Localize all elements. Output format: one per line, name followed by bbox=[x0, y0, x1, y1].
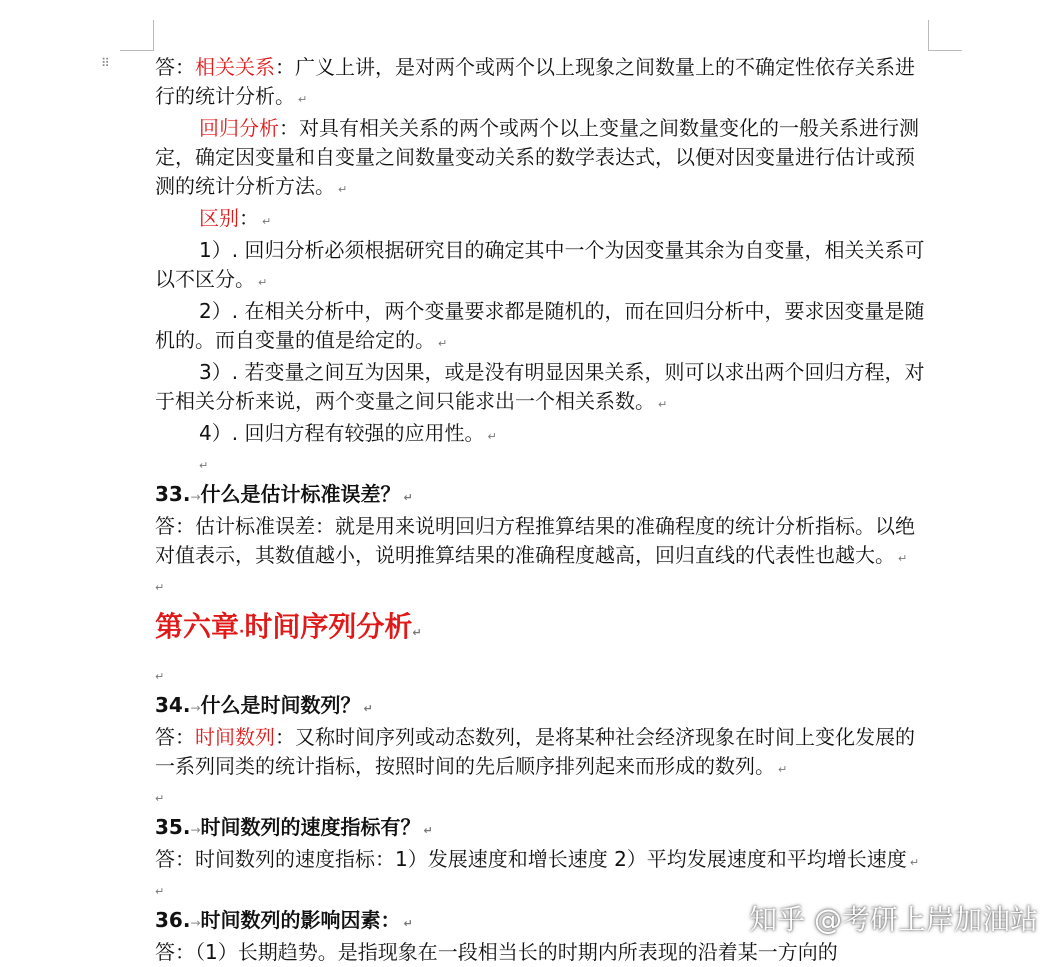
definition-regression: ：对具有相关关系的两个或两个以上变量之间数量变化的一般关系进行测定，确定因变量和自变量之间数量变动关系的数学表达式，以便对因变量进行估计或预测的统计分析方法。 bbox=[155, 116, 919, 198]
paragraph-mark-icon: ↵ bbox=[403, 917, 413, 930]
question-35-answer bbox=[155, 845, 931, 877]
question-number: 35. bbox=[155, 815, 191, 839]
paragraph-difference-heading bbox=[155, 204, 931, 236]
paragraph-mark-icon: ↵ bbox=[403, 491, 413, 504]
paragraph-drag-handle-icon[interactable]: ⠿ bbox=[101, 56, 109, 70]
answer-text: 答：（1）长期趋势。是指现象在一段相当长的时期内所表现的沿着某一方向的 bbox=[155, 940, 838, 964]
empty-paragraph bbox=[155, 662, 931, 691]
difference-item-text: 2）. 在相关分析中，两个变量要求都是随机的，而在回归分析中，要求因变量是随机的。而自变量的值是给定的。 bbox=[155, 299, 925, 352]
paragraph-mark-icon: ↵ bbox=[438, 337, 448, 350]
difference-item-4 bbox=[155, 419, 931, 451]
question-35-heading bbox=[155, 813, 931, 845]
question-34-answer bbox=[155, 723, 931, 784]
margin-corner-top-left-vertical bbox=[153, 20, 154, 50]
paragraph-mark-icon: ↵ bbox=[155, 792, 165, 805]
question-36-answer bbox=[155, 938, 931, 967]
term-correlation: 相关关系 bbox=[195, 55, 275, 79]
paragraph-correlation bbox=[155, 53, 931, 114]
difference-item-1 bbox=[155, 236, 931, 297]
tab-arrow-icon: → bbox=[190, 823, 201, 837]
difference-item-2 bbox=[155, 297, 931, 358]
paragraph-mark-icon: ↵ bbox=[412, 626, 422, 639]
paragraph-mark-icon: ↵ bbox=[338, 183, 348, 196]
term-time-series: 时间数列 bbox=[195, 725, 275, 749]
question-number: 34. bbox=[155, 693, 191, 717]
tab-arrow-icon: → bbox=[190, 490, 201, 504]
question-33-answer bbox=[155, 512, 931, 573]
space-dot-icon: · bbox=[239, 624, 245, 640]
paragraph-mark-icon: ↵ bbox=[363, 702, 373, 715]
paragraph-mark-icon: ↵ bbox=[423, 824, 433, 837]
empty-paragraph bbox=[155, 451, 931, 480]
question-title: 时间数列的影响因素： bbox=[200, 908, 401, 932]
answer-text: 答：时间数列的速度指标：1）发展速度和增长速度 2）平均发展速度和平均增长速度 bbox=[155, 847, 907, 871]
difference-item-text: 4）. 回归方程有较强的应用性。 bbox=[199, 421, 485, 445]
zhihu-watermark: 知乎 @考研上岸加油站 bbox=[749, 903, 1038, 936]
tab-arrow-icon: → bbox=[190, 916, 201, 930]
definition-correlation: ：广义上讲，是对两个或两个以上现象之间数量上的不确定性依存关系进行的统计分析。 bbox=[155, 55, 915, 108]
answer-text: ：又称时间序列或动态数列，是将某种社会经济现象在时间上变化发展的一系列同类的统计指标，按照时间的先后顺序排列起来而形成的数列。 bbox=[155, 725, 915, 778]
question-number: 33. bbox=[155, 482, 191, 506]
paragraph-mark-icon: ↵ bbox=[898, 552, 908, 565]
paragraph-mark-icon: ↵ bbox=[909, 856, 920, 869]
paragraph-mark-icon: ↵ bbox=[155, 885, 165, 898]
question-title: 什么是时间数列？ bbox=[200, 693, 361, 717]
margin-corner-top-right-vertical bbox=[928, 20, 929, 50]
question-title: 什么是估计标准误差？ bbox=[200, 482, 401, 506]
margin-corner-top-right-horizontal bbox=[928, 50, 962, 51]
question-34-heading bbox=[155, 691, 931, 723]
paragraph-mark-icon: ↵ bbox=[199, 459, 209, 472]
question-number: 36. bbox=[155, 908, 191, 932]
tab-arrow-icon: → bbox=[190, 701, 201, 715]
paragraph-mark-icon: ↵ bbox=[155, 581, 165, 594]
paragraph-mark-icon: ↵ bbox=[258, 276, 268, 289]
chapter-title: 时间序列分析 bbox=[244, 610, 413, 643]
difference-item-3 bbox=[155, 358, 931, 419]
question-33-heading bbox=[155, 480, 931, 512]
empty-paragraph bbox=[155, 784, 931, 813]
difference-colon: ： bbox=[239, 206, 259, 230]
term-regression: 回归分析 bbox=[199, 116, 279, 140]
answer-prefix: 答： bbox=[155, 725, 195, 749]
paragraph-mark-icon: ↵ bbox=[487, 430, 497, 443]
answer-prefix: 答： bbox=[155, 55, 195, 79]
document-page[interactable] bbox=[155, 53, 931, 967]
paragraph-mark-icon: ↵ bbox=[155, 670, 165, 683]
paragraph-mark-icon: ↵ bbox=[298, 93, 308, 106]
difference-item-text: 1）. 回归分析必须根据研究目的确定其中一个为因变量其余为自变量，相关关系可以不区分。 bbox=[155, 238, 925, 291]
term-difference: 区别 bbox=[199, 206, 239, 230]
question-title: 时间数列的速度指标有？ bbox=[200, 815, 421, 839]
paragraph-mark-icon: ↵ bbox=[778, 763, 788, 776]
difference-item-text: 3）. 若变量之间互为因果，或是没有明显因果关系，则可以求出两个回归方程，对于相关分析来说，两个变量之间只能求出一个相关系数。 bbox=[155, 360, 925, 413]
chapter-number: 第六章 bbox=[155, 610, 240, 643]
empty-paragraph bbox=[155, 573, 931, 602]
margin-corner-top-left-horizontal bbox=[120, 50, 154, 51]
paragraph-mark-icon: ↵ bbox=[262, 215, 272, 228]
chapter-heading bbox=[155, 608, 931, 652]
answer-text: 答：估计标准误差：就是用来说明回归方程推算结果的准确程度的统计分析指标。以绝对值表示，其数值越小，说明推算结果的准确程度越高，回归直线的代表性也越大。 bbox=[155, 514, 915, 567]
paragraph-mark-icon: ↵ bbox=[658, 398, 668, 411]
paragraph-regression bbox=[155, 114, 931, 204]
